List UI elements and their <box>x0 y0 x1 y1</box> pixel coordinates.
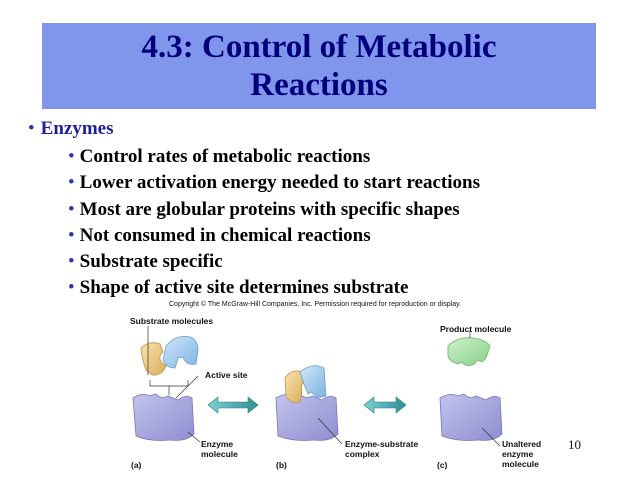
sub-bullet-text: Shape of active site determines substrate <box>79 277 409 299</box>
label-unaltered-enzyme <box>502 439 541 469</box>
bullet-dot-icon: • <box>68 251 75 273</box>
label-substrate-molecules: Substrate molecules <box>130 316 214 326</box>
panel-label-a: (a) <box>131 460 142 470</box>
label-complex-line-1: Enzyme-substrate <box>345 439 419 449</box>
slide-number: 10 <box>568 437 581 452</box>
enzyme-b-icon <box>276 394 338 441</box>
substrate-blue-icon <box>163 336 198 368</box>
bullet-dot-icon: • <box>28 118 35 139</box>
bullet-dot-icon: • <box>68 146 75 167</box>
slide-title-line-2: Reactions <box>250 67 388 103</box>
reversible-arrow-2-icon <box>364 397 406 413</box>
label-unaltered-line-2: enzyme <box>502 449 534 459</box>
enzyme-a-icon <box>133 394 194 441</box>
reversible-arrow-1-icon <box>208 397 258 413</box>
label-complex-line-2: complex <box>345 449 380 459</box>
panel-label-c: (c) <box>437 460 448 470</box>
substrate-yellow-icon <box>141 343 166 375</box>
sub-bullet-text: Not consumed in chemical reactions <box>79 224 371 246</box>
bullet-dot-icon: • <box>68 198 75 220</box>
bound-substrate-blue-icon <box>300 366 326 398</box>
label-enzyme-line-2: molecule <box>201 449 238 459</box>
label-enzyme-line-1: Enzyme <box>201 439 234 449</box>
slide-title-line-1: 4.3: Control of Metabolic <box>141 29 497 65</box>
label-unaltered-line-1: Unaltered <box>502 439 542 449</box>
bullet-main-text: Enzymes <box>40 118 114 139</box>
product-molecule-icon <box>448 338 490 366</box>
enzyme-c-icon <box>440 394 502 441</box>
bullet-dot-icon: • <box>68 224 75 246</box>
sub-bullet-text: Lower activation energy needed to start reactions <box>79 172 480 194</box>
copyright-notice: Copyright © The McGraw-Hill Companies, Inc. Permission required for reproduction or display. <box>169 301 462 308</box>
label-active-site: Active site <box>205 370 248 380</box>
label-product-molecule: Product molecule <box>440 324 512 334</box>
sub-bullet-text: Substrate specific <box>79 251 223 273</box>
sub-bullet-text: Most are globular proteins with specific shapes <box>79 198 460 220</box>
sub-bullet-text: Control rates of metabolic reactions <box>79 146 371 167</box>
label-enzyme-molecule <box>201 439 238 459</box>
bullet-dot-icon: • <box>68 277 75 299</box>
label-enzyme-substrate-complex <box>345 439 418 459</box>
label-unaltered-line-3: molecule <box>502 459 539 469</box>
bullet-dot-icon: • <box>68 172 75 194</box>
panel-label-b: (b) <box>276 460 287 470</box>
